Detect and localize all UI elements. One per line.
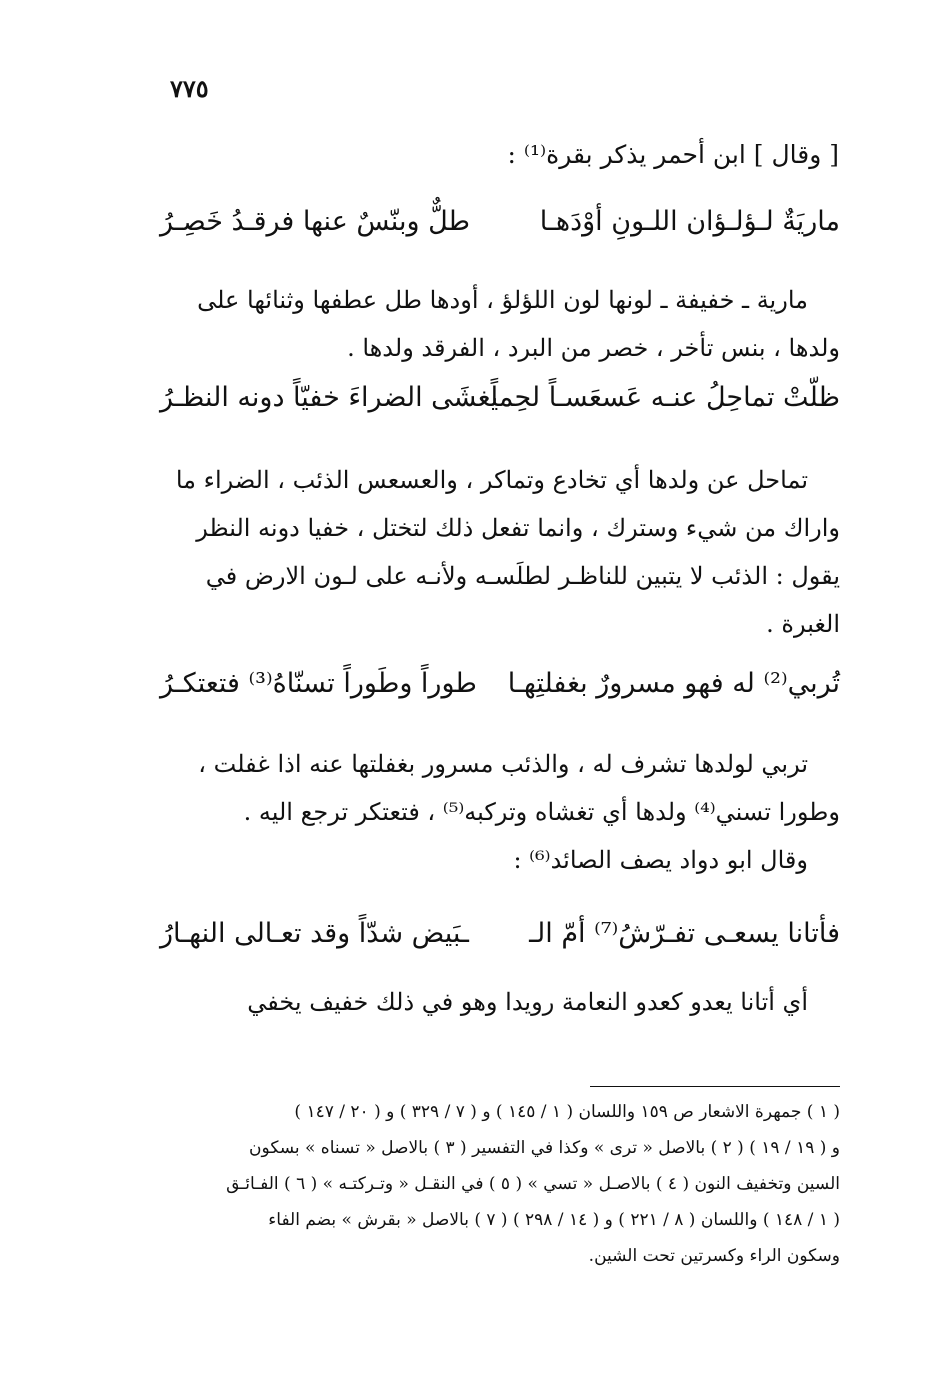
commentary-2-line-3: يقول : الذئب لا يتبين للناظـر لطلَسـه ولأنـه على لـون الارض في <box>205 562 840 590</box>
commentary-1-line-1: مارية ـ خفيفة ـ لونها لون اللؤلؤ ، أودها طل عطفها وثنائها على <box>197 286 808 314</box>
intro-line: [ وقال ] ابن أحمر يذكر بقرة⁽¹⁾ : <box>507 140 839 169</box>
verse-4-first-hemistich: فأتانا يسعـى تفـرّشُ⁽⁷⁾ أمّ الـ <box>529 918 840 949</box>
commentary-1 <box>160 276 840 372</box>
footnote-line-2: و ( ١٩ / ١٩ ) ( ٢ ) بالاصل « ترى » وكذا في التفسير ( ٣ ) بالاصل « تسناه » بسكون <box>249 1138 840 1158</box>
verse-2 <box>160 382 840 432</box>
commentary-1-line-2: ولدها ، بنس تأخر ، خصر من البرد ، الفرقد ولدها . <box>347 334 840 362</box>
footnote-line-3: السين وتخفيف النون ( ٤ ) بالاصـل « تسي » ( ٥ ) في النقـل « وتـركتـه » ( ٦ ) الفـائـق <box>226 1174 840 1194</box>
commentary-2-line-4: الغبرة . <box>766 610 840 638</box>
commentary-4 <box>160 978 840 1026</box>
commentary-2-line-1: تماحل عن ولدها أي تخادع وتماكر ، والعسعس الذئب ، الضراء ما <box>175 466 808 494</box>
verse-1-second-hemistich: طلٌّ وبنّسٌ عنها فرقـدُ خَصِـرُ <box>160 206 471 237</box>
footnotes <box>160 1094 840 1274</box>
commentary-3-line-1: تربي لولدها تشرف له ، والذئب مسرور بغفلتها عنه اذا غفلت ، <box>198 750 808 778</box>
verse-3-second-hemistich: طوراً وطَوراً تسنّاهُ⁽³⁾ فتعتكـرُ <box>160 668 477 699</box>
commentary-3 <box>160 740 840 884</box>
footnote-separator <box>590 1086 840 1087</box>
footnote-line-1: ( ١ ) جمهرة الاشعار ص ١٥٩ واللسان ( ١ / ١٤٥ ) و ( ٧ / ٣٢٩ ) و ( ٢٠ / ١٤٧ ) <box>294 1102 840 1122</box>
commentary-2-line-2: واراك من شيء وسترك ، وانما تفعل ذلك لتختل ، خفيا دونه النظر <box>196 514 840 542</box>
verse-2-second-hemistich: يغشَى الضراءَ خفيّاً دونه النظـرُ <box>160 382 499 413</box>
verse-2-first-hemistich: ظلّتْ تماحِلُ عنـه عَسعَسـاً لحِماً <box>490 382 840 413</box>
commentary-2 <box>160 456 840 648</box>
verse-3-first-hemistich: تُربي⁽²⁾ له فهو مسرورٌ بغفلتِهـا <box>507 668 840 699</box>
page-number: ٧٧٥ <box>170 74 209 103</box>
footnote-line-5: وسكون الراء وكسرتين تحت الشين. <box>588 1246 840 1266</box>
verse-1 <box>160 206 840 256</box>
commentary-3-line-3: وقال ابو دواد يصف الصائد⁽⁶⁾ : <box>513 846 808 874</box>
verse-4 <box>160 918 840 968</box>
verse-1-first-hemistich: ماريَةٌ لـؤلـؤان اللـونِ أوْدَهـا <box>539 206 840 237</box>
commentary-3-line-2: وطورا تسني⁽⁴⁾ ولدها أي تغشاه وتركبه⁽⁵⁾ ، فتعتكر ترجع اليه . <box>243 798 840 826</box>
footnote-line-4: ( ١ / ١٤٨ ) واللسان ( ٨ / ٢٢١ ) و ( ١٤ / ٢٩٨ ) ( ٧ ) بالاصل « بقرش » بضم الفاء <box>268 1210 840 1230</box>
commentary-4-line-1: أي أتانا يعدو كعدو النعامة رويدا وهو في ذلك خفيف يخفي <box>247 988 808 1016</box>
verse-4-second-hemistich: ـبَيض شدّاً وقد تعـالى النهـارُ <box>160 918 469 949</box>
verse-3 <box>160 668 840 718</box>
